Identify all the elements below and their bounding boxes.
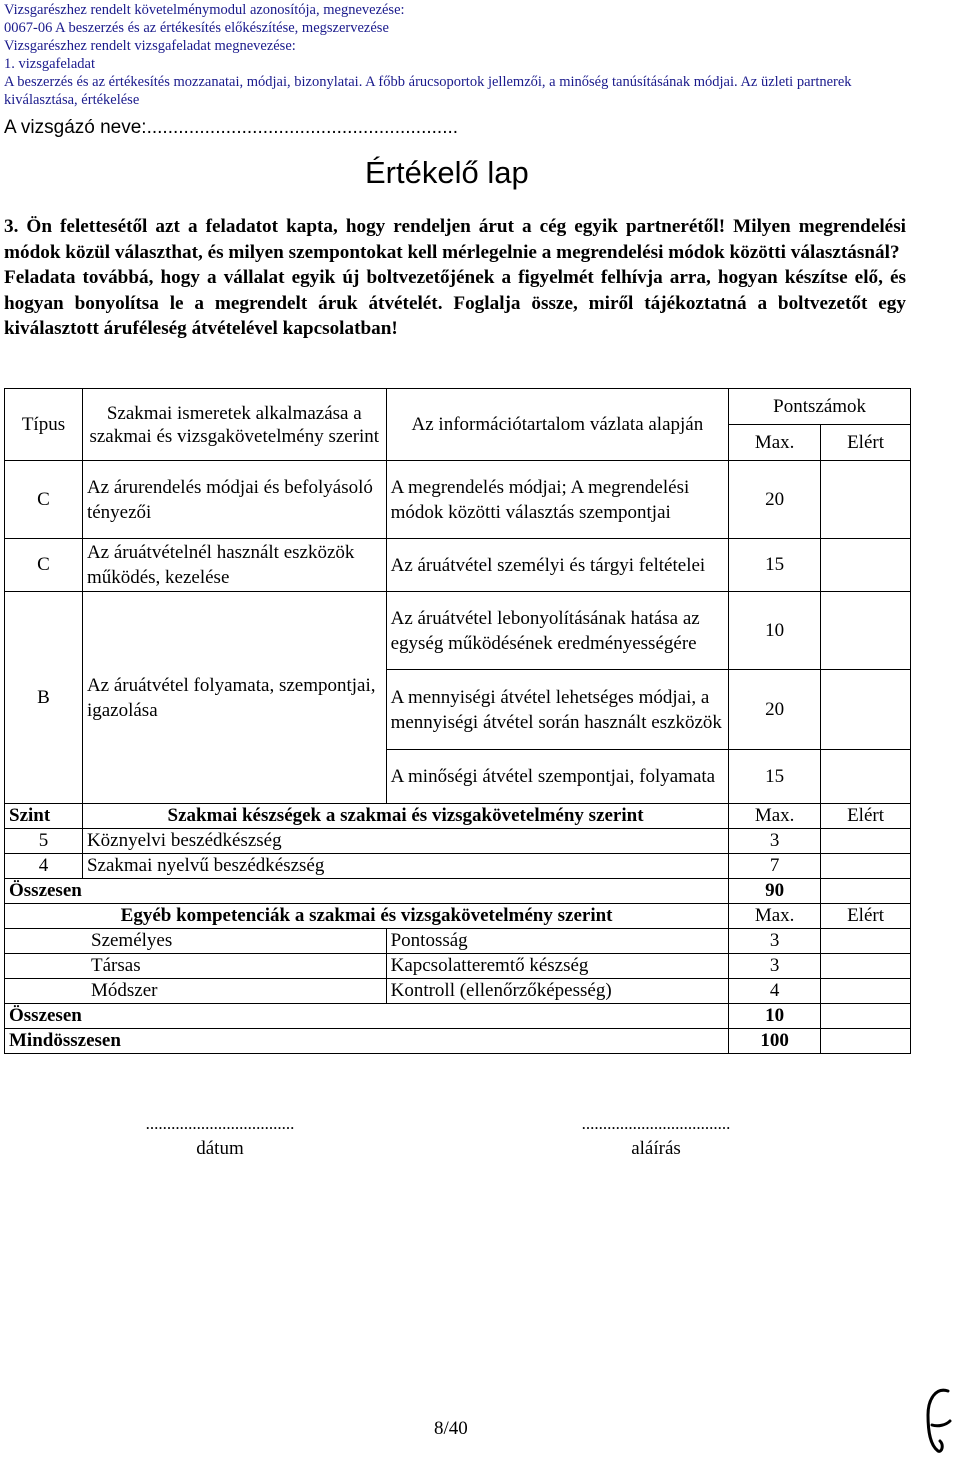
competence-group: Társas bbox=[5, 954, 387, 979]
skill-level: 4 bbox=[5, 854, 83, 879]
other-head-title: Egyéb kompetenciák a szakmai és vizsgakövetelmény szerint bbox=[5, 904, 729, 929]
skills-head-level: Szint bbox=[5, 804, 83, 829]
cell-max: 3 bbox=[729, 954, 821, 979]
skills-head-max: Max. bbox=[729, 804, 821, 829]
col-head-type: Típus bbox=[5, 389, 83, 461]
col-head-max: Max. bbox=[729, 425, 821, 461]
skills-head-achieved: Elért bbox=[821, 804, 911, 829]
other-head-achieved: Elért bbox=[821, 904, 911, 929]
cell-achieved[interactable] bbox=[821, 854, 911, 879]
total-max: 10 bbox=[729, 1004, 821, 1029]
cell-knowledge: Az árurendelés módjai és befolyásoló tényezői bbox=[82, 461, 386, 539]
cell-achieved[interactable] bbox=[821, 979, 911, 1004]
cell-max: 7 bbox=[729, 854, 821, 879]
header-line: kiválasztása, értékelése bbox=[4, 92, 140, 108]
table-row bbox=[5, 829, 911, 854]
skills-header-row bbox=[5, 804, 911, 829]
table-row bbox=[5, 461, 911, 539]
cell-outline: Az áruátvétel személyi és tárgyi feltételei bbox=[386, 539, 729, 592]
grand-total-row bbox=[5, 1029, 911, 1054]
grand-total-max: 100 bbox=[729, 1029, 821, 1054]
cell-max: 15 bbox=[729, 539, 821, 592]
header-line: 1. vizsgafeladat bbox=[4, 56, 95, 72]
skill-level: 5 bbox=[5, 829, 83, 854]
candidate-name-line: A vizsgázó neve:........................................................... bbox=[4, 117, 459, 138]
cell-max: 20 bbox=[729, 461, 821, 539]
page-number: 8/40 bbox=[434, 1418, 468, 1439]
col-head-knowledge: Szakmai ismeretek alkalmazása a szakmai és vizsgakövetelmény szerint bbox=[82, 389, 386, 461]
cell-achieved[interactable] bbox=[821, 461, 911, 539]
table-row bbox=[5, 539, 911, 592]
cell-knowledge: Az áruátvételnél használt eszközök működés, kezelése bbox=[82, 539, 386, 592]
cell-achieved[interactable] bbox=[821, 592, 911, 670]
header-line: A beszerzés és az értékesítés mozzanatai, módjai, bizonylatai. A főbb árucsoportok jellemzői, a minőség tanúsításának módjai. Az üzleti partnerek bbox=[4, 74, 852, 90]
cell-achieved[interactable] bbox=[821, 879, 911, 904]
skill-name: Köznyelvi beszédkészség bbox=[82, 829, 728, 854]
page-header bbox=[4, 1, 954, 109]
competence-group: Személyes bbox=[5, 929, 387, 954]
cell-achieved[interactable] bbox=[821, 1004, 911, 1029]
signature-dots: ................................... bbox=[581, 1114, 731, 1133]
cell-max: 3 bbox=[729, 929, 821, 954]
signature-label: aláírás bbox=[631, 1138, 681, 1159]
cell-outline: A minőségi átvétel szempontjai, folyamata bbox=[386, 750, 729, 804]
total-row bbox=[5, 1004, 911, 1029]
total-label: Összesen bbox=[5, 1004, 729, 1029]
page-title: Értékelő lap bbox=[365, 155, 529, 190]
date-label: dátum bbox=[196, 1138, 244, 1159]
cell-max: 20 bbox=[729, 670, 821, 750]
table-row bbox=[5, 979, 911, 1004]
cell-max: 15 bbox=[729, 750, 821, 804]
cell-type: B bbox=[5, 592, 83, 804]
total-label: Összesen bbox=[5, 879, 729, 904]
table-row bbox=[5, 592, 911, 670]
cell-achieved[interactable] bbox=[821, 750, 911, 804]
evaluation-table bbox=[4, 388, 911, 1054]
header-line: Vizsgarészhez rendelt követelménymodul azonosítója, megnevezése: bbox=[4, 2, 405, 18]
cell-achieved[interactable] bbox=[821, 539, 911, 592]
cell-achieved[interactable] bbox=[821, 929, 911, 954]
competence-name: Pontosság bbox=[386, 929, 729, 954]
task-description bbox=[4, 214, 906, 342]
col-head-achieved: Elért bbox=[821, 425, 911, 461]
table-row bbox=[5, 954, 911, 979]
date-dots: ................................... bbox=[145, 1114, 295, 1133]
grand-total-label: Mindösszesen bbox=[5, 1029, 729, 1054]
cell-achieved[interactable] bbox=[821, 954, 911, 979]
cell-outline: A mennyiségi átvétel lehetséges módjai, a mennyiségi átvétel során használt eszközök bbox=[386, 670, 729, 750]
skill-name: Szakmai nyelvű beszédkészség bbox=[82, 854, 728, 879]
cell-outline: Az áruátvétel lebonyolításának hatása az egység működésének eredményességére bbox=[386, 592, 729, 670]
initials-signature-icon bbox=[918, 1385, 958, 1457]
other-head-max: Max. bbox=[729, 904, 821, 929]
cell-outline: A megrendelés módjai; A megrendelési módok közötti választás szempontjai bbox=[386, 461, 729, 539]
task-paragraph: Feladata továbbá, hogy a vállalat egyik új boltvezetőjének a figyelmét felhívja arra, hogyan készítse elő, és hogyan bonyolítsa le a megrendelt áruk átvételét. Foglalja össze, miről tájékoztatná a boltvezetőt egy kiválasztott áruféleség átvételével kapcsolatban! bbox=[4, 267, 906, 339]
header-line: Vizsgarészhez rendelt vizsgafeladat megnevezése: bbox=[4, 38, 296, 54]
skills-head-title: Szakmai készségek a szakmai és vizsgakövetelmény szerint bbox=[82, 804, 728, 829]
cell-max: 10 bbox=[729, 592, 821, 670]
competence-name: Kapcsolatteremtő készség bbox=[386, 954, 729, 979]
cell-type: C bbox=[5, 461, 83, 539]
cell-achieved[interactable] bbox=[821, 829, 911, 854]
header-line: 0067-06 A beszerzés és az értékesítés előkészítése, megszervezése bbox=[4, 20, 389, 36]
cell-max: 3 bbox=[729, 829, 821, 854]
date-field bbox=[86, 1114, 354, 1160]
signature-field bbox=[522, 1114, 790, 1160]
cell-achieved[interactable] bbox=[821, 670, 911, 750]
cell-max: 4 bbox=[729, 979, 821, 1004]
task-paragraph: 3. Ön felettesétől azt a feladatot kapta, hogy rendeljen árut a cég egyik partnerétől! Milyen megrendelési módok közül választhat, és milyen szempontokat kell mérlegelnie a megrendelési módok közötti választásnál? bbox=[4, 216, 906, 263]
table-header-row bbox=[5, 389, 911, 425]
total-row bbox=[5, 879, 911, 904]
total-max: 90 bbox=[729, 879, 821, 904]
table-row bbox=[5, 929, 911, 954]
competence-name: Kontroll (ellenőrzőképesség) bbox=[386, 979, 729, 1004]
table-row bbox=[5, 854, 911, 879]
cell-achieved[interactable] bbox=[821, 1029, 911, 1054]
competence-group: Módszer bbox=[5, 979, 387, 1004]
other-header-row bbox=[5, 904, 911, 929]
cell-knowledge: Az áruátvétel folyamata, szempontjai, igazolása bbox=[82, 592, 386, 804]
cell-type: C bbox=[5, 539, 83, 592]
col-head-points: Pontszámok bbox=[729, 389, 911, 425]
col-head-outline: Az információtartalom vázlata alapján bbox=[386, 389, 729, 461]
